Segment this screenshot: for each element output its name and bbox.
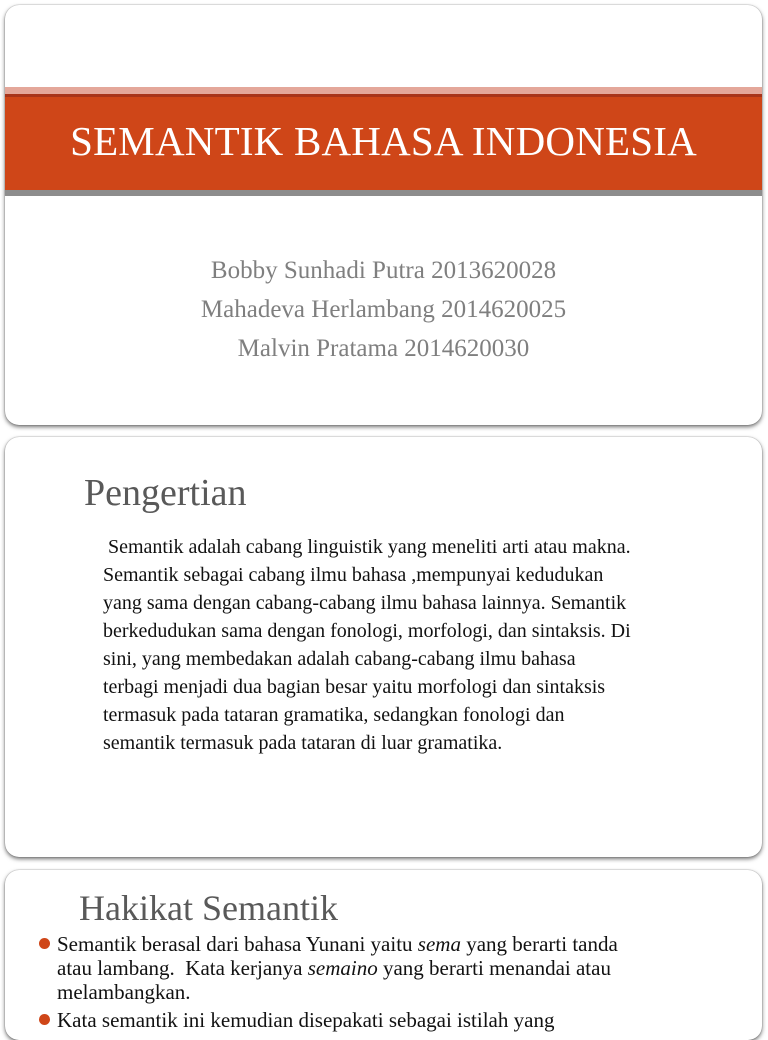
bullet-dot-icon [39,938,50,949]
paragraph-line: semantik termasuk pada tataran di luar gramatika. [103,732,503,754]
bullet-line [57,932,749,956]
author-line: Malvin Pratama 2014620030 [237,335,530,362]
bullet-line [57,956,749,980]
author-line: Mahadeva Herlambang 2014620025 [200,296,567,323]
author-line: Bobby Sunhadi Putra 2013620028 [210,257,557,284]
bullet-text: atau lambang. Kata kerjanya [57,956,308,980]
paragraph-line: berkedudukan sama dengan fonologi, morfologi, dan sintaksis. Di [103,620,631,642]
definition-slide [5,437,762,857]
bullet-text: yang berarti tanda [460,932,618,956]
definition-paragraph [103,533,733,757]
nature-slide [5,870,762,1040]
paragraph-line: yang sama dengan cabang-cabang ilmu bahasa lainnya. Semantik [103,592,627,614]
paragraph-line: termasuk pada tataran gramatika, sedangkan fonologi dan [103,704,565,726]
bullet-list [39,932,749,1036]
author-list [5,251,762,368]
bullet-text-italic: semaino [307,956,378,980]
bullet-text-italic: sema [417,932,461,956]
paragraph-line: sini, yang membedakan adalah cabang-cabang ilmu bahasa [103,648,576,670]
bullet-line: melambangkan. [57,980,191,1004]
bullet-text: yang berarti menandai atau [377,956,611,980]
paragraph-line: terbagi menjadi dua bagian besar yaitu morfologi dan sintaksis [103,676,606,698]
bullet-line: Kata semantik ini kemudian disepakati sebagai istilah yang [57,1008,555,1032]
bullet-item [39,932,749,1004]
presentation-title: SEMANTIK BAHASA INDONESIA [70,118,697,164]
title-band-highlight [5,87,762,94]
paragraph-line: Semantik sebagai cabang ilmu bahasa ,mempunyai kedudukan [103,564,604,586]
bullet-dot-icon [39,1014,50,1025]
paragraph-line: Semantik adalah cabang linguistik yang meneliti arti atau makna. [103,536,631,558]
title-slide [5,5,762,425]
bullet-text: Semantik berasal dari bahasa Yunani yaitu [57,932,418,956]
slide-heading: Pengertian [84,472,247,514]
slide-heading: Hakikat Semantik [79,888,338,928]
bullet-item [39,1008,749,1032]
title-band-shadow [5,190,762,196]
